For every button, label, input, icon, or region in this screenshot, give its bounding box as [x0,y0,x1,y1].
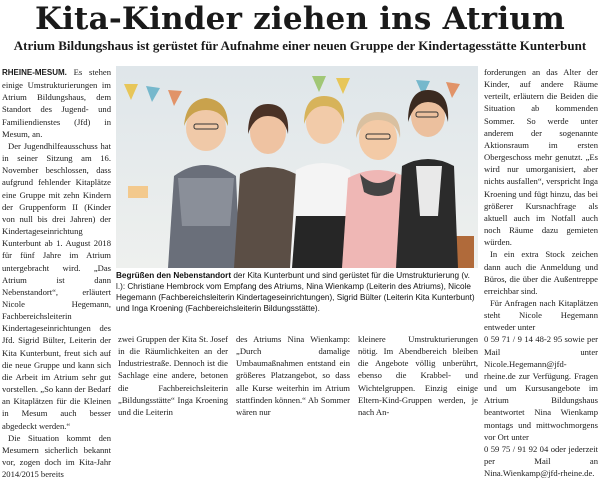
article-paragraph: Der Jugendhilfeausschuss hat in seiner Sitzung am 16. November beschlossen, dass aufgrund fehlender Kitaplätze eine Gruppe mit zehn Kindern der Gruppenform II (Kinder von null bis drei Jahren) der Kindertageseinrichtung Kunterbunt ab 1. August 2018 für fünf Jahre im Atrium untergebracht wird. „Das Atrium ist dann Nebenstandort“, erläutert Nicole Hegemann, Fachbereichsleiterin Kindertageseinrichtungen des Jfd. Sigrid Bülter, Leiterin der Kita Kunterbunt, freut sich auf die neue Gruppe und kann sich die Arbeit im Atrium sehr gut vorstellen. „So kann der Bedarf an Kitaplätzen für die Kleinen in Mesum auch besser abgedeckt werden.“ [2,140,111,431]
subline: Atrium Bildungshaus ist gerüstet für Aufnahme einer neuen Gruppe der Kindertagesstätte Kunterbunt [13,38,587,53]
article-column-4 [358,333,478,418]
article-paragraph: Die Situation kommt den Mesumern sicherlich bekannt vor, zogen doch im Kita-Jahr 2014/2015 bereits [2,432,111,480]
contact-paragraph: 0 59 71 / 9 14 48-2 95 sowie per Mail unter Nicole.Hegemann@jfd-rheine.de zur Verfügung. Fragen und um Kursusangebote im Atrium Bildungshaus beantwortet Nina Wienkamp montags und mittwochmorgens vor Ort unter [484,334,598,442]
caption-text: der Kita Kunterbunt und sind gerüstet für die Umstrukturierung (v. l.): Christiane Hembrock vom Empfang des Atriums, Nina Wienkamp (Leiterin des Atriums), Nicole Hegemann (Fachbereichsleiterin Kindertageseinrichtungen), Sigrid Bülter (Leiterin Kita Kunterbunt) und Inga Kroening (Fachbereichsleiterin Bildungsstätte). [116,271,475,313]
article-column-2 [118,333,228,418]
article-paragraph: In ein extra Stock zeichen dann auch die Anmeldung und Büros, die über die Außentreppe erreichbar sind. [484,249,598,296]
group-photo [116,66,478,268]
article-paragraph: des Atriums Nina Wienkamp: „Durch damalige Umbaumaßnahmen entstand ein größeres Platzangebot, so dass alle Kurse weiterhin im Atrium stattfinden können.“ Ab Sommer wären nur [236,334,350,417]
article-paragraph: Für Anfragen nach Kitaplätzen steht Nicole Hegemann entweder unter [484,297,598,333]
caption-title: Begrüßen den Nebenstandort [116,271,232,280]
article-column-3 [236,333,350,418]
photo-caption [116,270,478,314]
article-paragraph: kleinere Umstrukturierungen nötig. Im Abendbereich bleiben die Angebote völlig unberührt, ebenso die Krabbel- und Wichtelgruppen. Einzig einige Eltern-Kind-Gruppen werden, je nach An- [358,334,478,417]
article-column-1 [2,66,111,480]
group-photo-illustration [116,66,478,268]
article-paragraph: zwei Gruppen der Kita St. Josef in die Räumlichkeiten an der Industriestraße. Dennoch ist die Sachlage eine andere, betonen die Fachbereichsleiterin „Bildungsstätte“ Inga Kroening und die Leiterin [118,334,228,417]
article-column-5 [484,66,598,479]
article-paragraph [2,66,111,140]
paragraph-text: Es stehen einige Umstrukturierungen im Atrium Bildungshaus, dem Standort des Jugend- und Familiendienstes (Jfd) in Mesum, an. [2,67,111,139]
dateline: RHEINE-MESUM. [2,68,67,77]
headline: Kita-Kinder ziehen ins Atrium [34,1,566,37]
contact-paragraph: 0 59 75 / 91 92 04 oder jederzeit per Mail an Nina.Wienkamp@jfd-rheine.de. [484,443,598,479]
article-paragraph: forderungen an das Alter der Kinder, auf andere Räume verteilt, erläutern die Beiden die Situation ab kommenden Sommer. So werde unter anderem der sogenannte Aktionsraum im ersten Obergeschoss mehr genutzt. „Es wird nur umorganisiert, aber nichts ausfallen“, verspricht Inga Kroening und fügt hinzu, das bei größerer Kursnachfrage als aktuell auch im Notfall auch noch Räume dazu gemieten würden. [484,67,598,248]
